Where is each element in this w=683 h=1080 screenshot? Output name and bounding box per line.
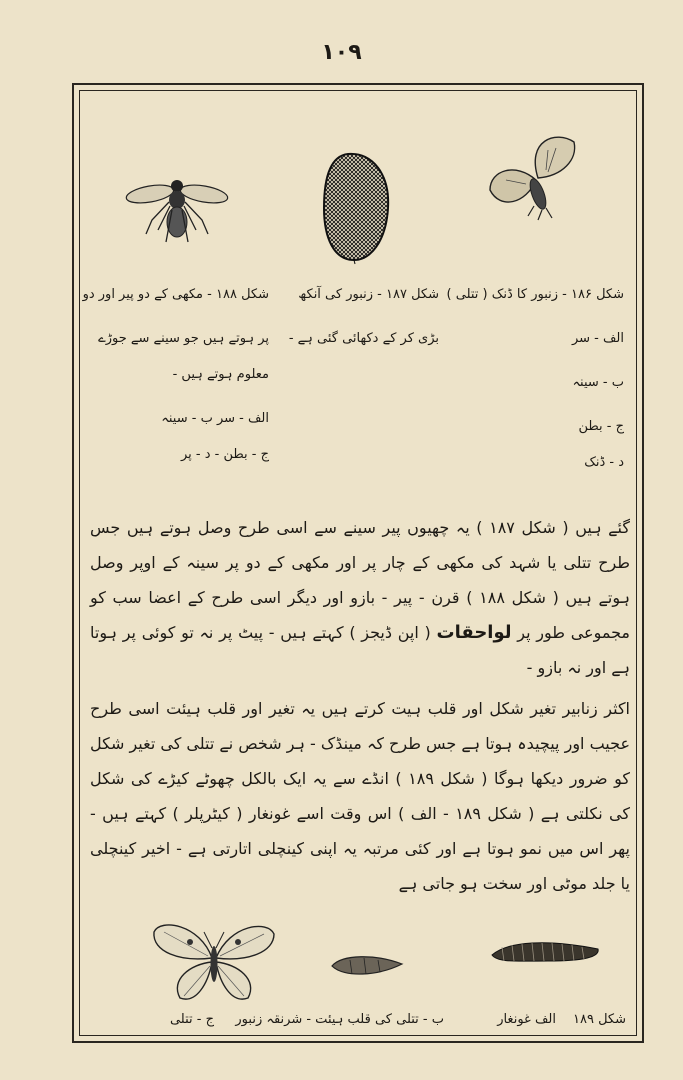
caption-line: معلوم ہوتے ہیں - xyxy=(172,367,269,382)
figure-captions xyxy=(82,282,634,487)
body-text xyxy=(90,510,630,907)
figure-189-captions xyxy=(82,1008,634,1038)
caption-title: شکل ۱۸۶ - زنبور کا ڈنک ( تتلی ) xyxy=(446,287,624,302)
compound-eye-illustration xyxy=(318,150,393,265)
paragraph-text: ( اپن ڈیجز ) کہتے ہیں - پیٹ پر نہ تو کوئی پر ہوتا ہے اور نہ بازو - xyxy=(90,623,630,677)
caption-item: ج - بطن xyxy=(578,419,624,434)
caption-fig-188 xyxy=(84,282,269,468)
paragraph xyxy=(90,510,630,685)
caption-a: الف غونغار xyxy=(497,1012,556,1027)
caption-fig-186 xyxy=(446,282,624,476)
paragraph-text: گئے ہیں ( شکل ۱۸۷ ) یہ چھیوں پیر سینے سے اسی طرح وصل ہوتے ہیں جس طرح تتلی یا شہد کی مکھی کے چار پر اور مکھی کے دو پر سینہ کے اوپر وصل ہوتے ہیں ( شکل ۱۸۸ ) قرن - پیر - بازو اور دیگر اسی طرح کے اعضا سب کو مجموعی طور پر xyxy=(90,518,631,642)
caption-line: ج - بطن - د - پر xyxy=(180,447,269,462)
caption-item: ب - سینہ xyxy=(572,375,624,390)
caption-line: شکل ۱۸۷ - زنبور کی آنکھ xyxy=(298,287,439,302)
caterpillar-illustration xyxy=(488,935,603,967)
caption-line: شکل ۱۸۸ - مکھی کے دو پیر اور دو xyxy=(82,287,269,302)
emphasized-term: لواحقات xyxy=(436,622,512,643)
caption-line: بڑی کر کے دکھائی گئی ہے - xyxy=(288,331,439,346)
caption-item: د - ڈنک xyxy=(584,455,624,470)
fly-illustration xyxy=(122,172,232,252)
caption-fig-187 xyxy=(279,282,439,352)
moth-illustration xyxy=(486,130,581,222)
chrysalis-illustration xyxy=(330,952,405,980)
paragraph: اکثر زنابیر تغیر شکل اور قلب ہیت کرتے ہیں یہ تغیر اور قلب ہیئت اسی طرح عجیب اور پیچیدہ ہوتا ہے جس طرح کہ مینڈک - ہر شخص نے تتلی کی تغیر شکل کو ضرور دیکھا ہوگا ( شکل ۱۸۹ ) انڈے سے یہ ایک بالکل چھوٹے کیڑے کی شکل کی نکلتی ہے ( شکل ۱۸۹ - الف ) اس وقت اسے غونغار ( کیٹرپلر ) کہتے ہیں - پھر اس میں نمو ہوتا ہے اور کئی مرتبہ یہ اپنی کینچلی اتارتی ہے - اخیر کینچلی یا جلد موٹی اور سخت ہو جاتی ہے xyxy=(90,699,630,893)
butterfly-illustration xyxy=(150,918,278,1006)
caption-c: ج - تتلی xyxy=(169,1012,214,1027)
caption-line: الف - سر ب - سینہ xyxy=(161,411,269,426)
caption-b: ب - تتلی کی قلب ہیئت - شرنقہ زنبور xyxy=(235,1012,444,1027)
caption-line: پر ہوتے ہیں جو سینے سے جوڑے xyxy=(98,331,269,346)
caption-fig-label: شکل ۱۸۹ xyxy=(572,1012,626,1027)
page-number: ١٠٩ xyxy=(321,40,362,65)
caption-item: الف - سر xyxy=(571,331,624,346)
